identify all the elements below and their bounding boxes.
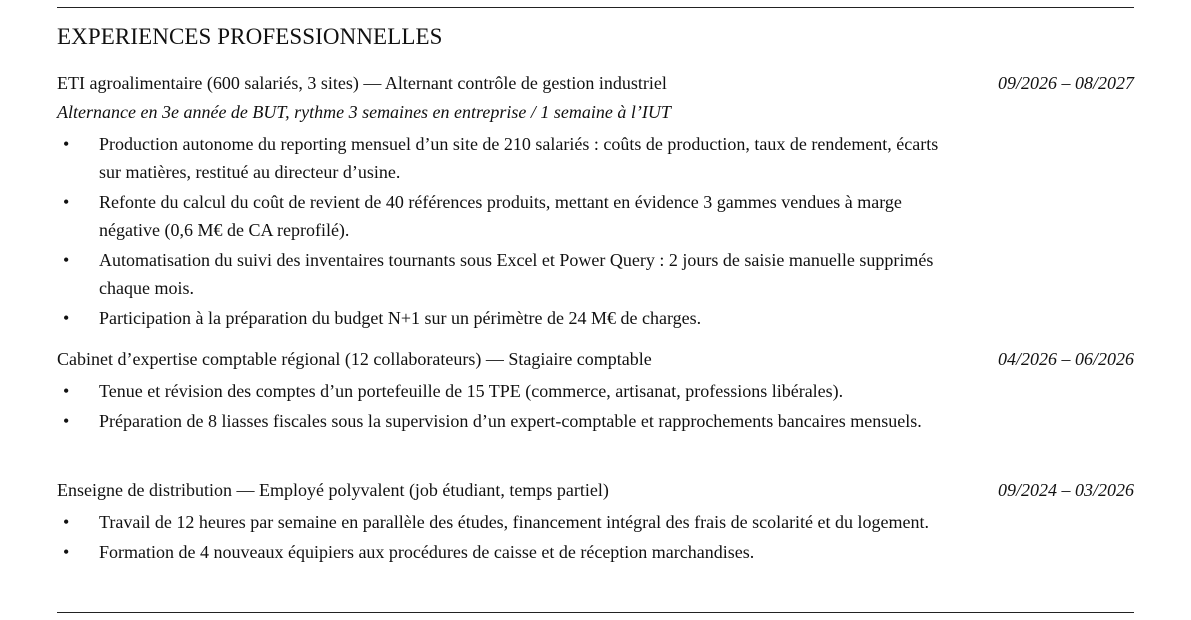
job-title: Cabinet d’expertise comptable régional (12 collaborateurs) — Stagiaire comptable [57, 349, 652, 369]
job-bullets [57, 130, 1134, 332]
bullet-text: Tenue et révision des comptes d’un portefeuille de 15 TPE (commerce, artisanat, professions libérales). [99, 381, 844, 401]
bullet-icon: • [63, 542, 70, 562]
job-subtitle: Alternance en 3e année de BUT, rythme 3 semaines en entreprise / 1 semaine à l’IUT [57, 102, 671, 122]
job-header [57, 476, 1134, 505]
bullet-icon: • [63, 381, 70, 401]
bullet-item [57, 377, 944, 405]
job-entry [57, 476, 1134, 568]
bottom-divider [57, 612, 1134, 613]
job-header [57, 345, 1134, 374]
bullet-text: Préparation de 8 liasses fiscales sous la supervision d’un expert-comptable et rapprochements bancaires mensuels. [99, 411, 922, 431]
job-dates: 04/2026 – 06/2026 [997, 349, 1134, 369]
job-entry [57, 69, 1134, 334]
bullet-item [57, 538, 944, 566]
section-title: EXPERIENCES PROFESSIONNELLES [57, 24, 443, 49]
bullet-icon: • [63, 192, 70, 212]
bullet-text: Production autonome du reporting mensuel d’un site de 210 salariés : coûts de production, taux de rendement, écarts sur matières, restitué au directeur d’usine. [99, 134, 939, 182]
bullet-icon: • [63, 250, 70, 270]
job-bullets [57, 377, 1134, 435]
bullet-text: Travail de 12 heures par semaine en parallèle des études, financement intégral des frais de scolarité et du logement. [99, 512, 930, 532]
bullet-icon: • [63, 512, 70, 532]
bullet-item [57, 304, 944, 332]
bullet-item [57, 407, 944, 435]
bullet-item [57, 508, 944, 536]
bullet-item [57, 130, 944, 186]
bullet-text: Participation à la préparation du budget N+1 sur un périmètre de 24 M€ de charges. [99, 308, 702, 328]
job-title: ETI agroalimentaire (600 salariés, 3 sites) — Alternant contrôle de gestion industriel [57, 73, 667, 93]
bullet-item [57, 246, 944, 302]
bullet-icon: • [63, 308, 70, 328]
job-header [57, 69, 1134, 98]
bullet-text: Automatisation du suivi des inventaires tournants sous Excel et Power Query : 2 jours de saisie manuelle supprimés chaque mois. [99, 250, 934, 298]
bullet-icon: • [63, 411, 70, 431]
job-dates: 09/2024 – 03/2026 [997, 480, 1134, 500]
job-entry [57, 345, 1134, 437]
bullet-text: Refonte du calcul du coût de revient de 40 références produits, mettant en évidence 3 gammes vendues à marge négative (0,6 M€ de CA reprofilé). [99, 192, 902, 240]
top-divider [57, 7, 1134, 8]
job-dates: 09/2026 – 08/2027 [997, 73, 1134, 93]
bullet-item [57, 188, 944, 244]
job-bullets [57, 508, 1134, 566]
job-title: Enseigne de distribution — Employé polyvalent (job étudiant, temps partiel) [57, 480, 609, 500]
bullet-icon: • [63, 134, 70, 154]
bullet-text: Formation de 4 nouveaux équipiers aux procédures de caisse et de réception marchandises. [99, 542, 755, 562]
